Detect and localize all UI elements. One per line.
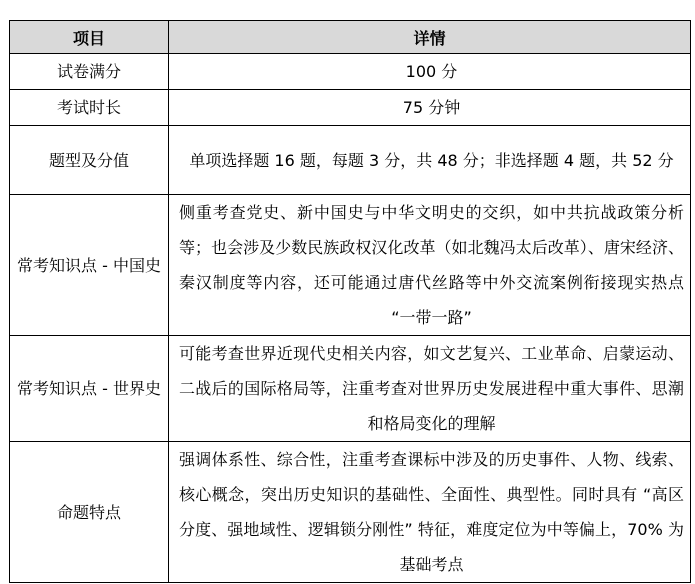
row-detail-full-score: 100 分 [169, 54, 691, 90]
row-detail-question-types: 单项选择题 16 题，每题 3 分，共 48 分；非选择题 4 题，共 52 分 [169, 126, 691, 195]
row-item-full-score: 试卷满分 [10, 54, 169, 90]
row-detail-features: 强调体系性、综合性，注重考查课标中涉及的历史事件、人物、线索、核心概念，突出历史知识的基础性、全面性、典型性。同时具有 “高区分度、强地域性、逻辑锁分刚性” 特征，难度定位为中等偏上，70% 为基础考点 [169, 442, 691, 583]
row-detail-china-history: 侧重考查党史、新中国史与中华文明史的交织，如中共抗战政策分析等；也会涉及少数民族政权汉化改革（如北魏冯太后改革）、唐宋经济、秦汉制度等内容，还可能通过唐代丝路等中外交流案例衔接现实热点 “一带一路” [169, 195, 691, 336]
header-detail: 详情 [169, 21, 691, 54]
header-item: 项目 [10, 21, 169, 54]
row-item-question-types: 题型及分值 [10, 126, 169, 195]
exam-info-panel [9, 20, 691, 583]
table-header-row [10, 21, 691, 54]
row-item-duration: 考试时长 [10, 90, 169, 126]
table-row [10, 90, 691, 126]
row-detail-duration: 75 分钟 [169, 90, 691, 126]
row-detail-world-history: 可能考查世界近现代史相关内容，如文艺复兴、工业革命、启蒙运动、二战后的国际格局等，注重考查对世界历史发展进程中重大事件、思潮和格局变化的理解 [169, 336, 691, 442]
row-item-features: 命题特点 [10, 442, 169, 583]
exam-info-table [9, 20, 691, 583]
row-item-china-history: 常考知识点 - 中国史 [10, 195, 169, 336]
row-item-world-history: 常考知识点 - 世界史 [10, 336, 169, 442]
table-row [10, 195, 691, 336]
table-row [10, 336, 691, 442]
table-row [10, 442, 691, 583]
table-row [10, 54, 691, 90]
table-row [10, 126, 691, 195]
